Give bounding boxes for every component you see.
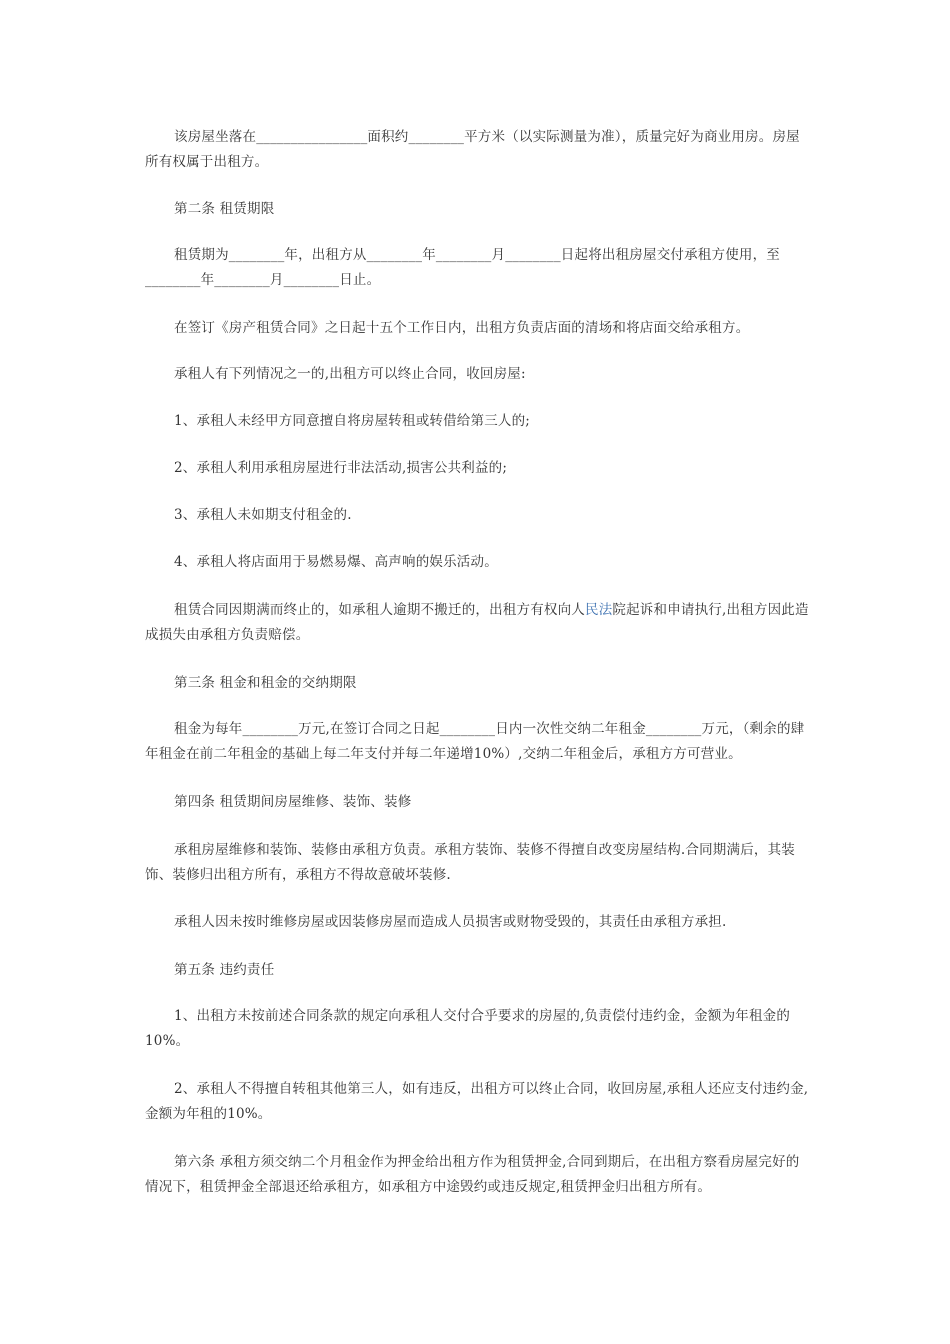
paragraph-expiry [145, 598, 810, 648]
link-civil-law[interactable]: 民法 [585, 602, 613, 618]
paragraph-breach-lessor: 1、出租方未按前述合同条款的规定向承租人交付合乎要求的房屋的,负责偿付违约金，金额为年租金的10%。 [145, 1008, 791, 1049]
paragraph-breach-lessee: 2、承租人不得擅自转租其他第三人，如有违反，出租方可以终止合同，收回房屋,承租人还应支付违约金,金额为年租的10%。 [145, 1081, 809, 1122]
list-item-termination-2: 2、承租人利用承租房屋进行非法活动,损害公共利益的; [174, 460, 508, 476]
paragraph-lease-term: 租赁期为________年，出租方从________年________月________日起将出租房屋交付承租方使用，至________年________月________日止。 [145, 247, 780, 288]
paragraph-damage-liability: 承租人因未按时维修房屋或因装修房屋而造成人员损害或财物受毁的，其责任由承租方承担. [174, 914, 727, 930]
paragraph-rent-payment: 租金为每年________万元,在签订合同之日起________日内一次性交纳二年租金________万元，（剩余的肆年租金在前二年租金的基础上每二年支付并每二年递增10%）,交纳二年租金后，承租方方可营业。 [145, 721, 805, 762]
heading-article-5: 第五条 违约责任 [174, 962, 275, 978]
paragraph-property-location: 该房屋坐落在________________面积约________平方米（以实际测量为准），质量完好为商业用房。房屋所有权属于出租方。 [145, 129, 800, 170]
paragraph-expiry-text-after: 院起诉和申请执行,出租方因此造成损失由承租方负责赔偿。 [145, 602, 809, 643]
heading-article-3: 第三条 租金和租金的交纳期限 [174, 675, 357, 691]
list-item-termination-1: 1、承租人未经甲方同意擅自将房屋转租或转借给第三人的; [174, 413, 531, 429]
paragraph-article-6-deposit: 第六条 承租方须交纳二个月租金作为押金给出租方作为租赁押金,合同到期后，在出租方察看房屋完好的情况下，租赁押金全部退还给承租方，如承租方中途毁约或违反规定,租赁押金归出租方所有。 [145, 1154, 800, 1195]
paragraph-decoration: 承租房屋维修和装饰、装修由承租方负责。承租方装饰、装修不得擅自改变房屋结构.合同期满后，其装饰、装修归出租方所有，承租方不得故意破坏装修. [145, 842, 795, 883]
list-item-termination-4: 4、承租人将店面用于易燃易爆、高声响的娱乐活动。 [174, 554, 498, 570]
paragraph-expiry-text-before: 租赁合同因期满而终止的，如承租人逾期不搬迁的，出租方有权向人 [174, 602, 585, 618]
list-item-termination-3: 3、承租人未如期支付租金的. [174, 507, 352, 523]
paragraph-termination-intro: 承租人有下列情况之一的,出租方可以终止合同，收回房屋: [174, 366, 526, 382]
heading-article-2: 第二条 租赁期限 [174, 201, 275, 217]
heading-article-4: 第四条 租赁期间房屋维修、装饰、装修 [174, 794, 412, 810]
paragraph-handover: 在签订《房产租赁合同》之日起十五个工作日内，出租方负责店面的清场和将店面交给承租方。 [174, 320, 750, 336]
